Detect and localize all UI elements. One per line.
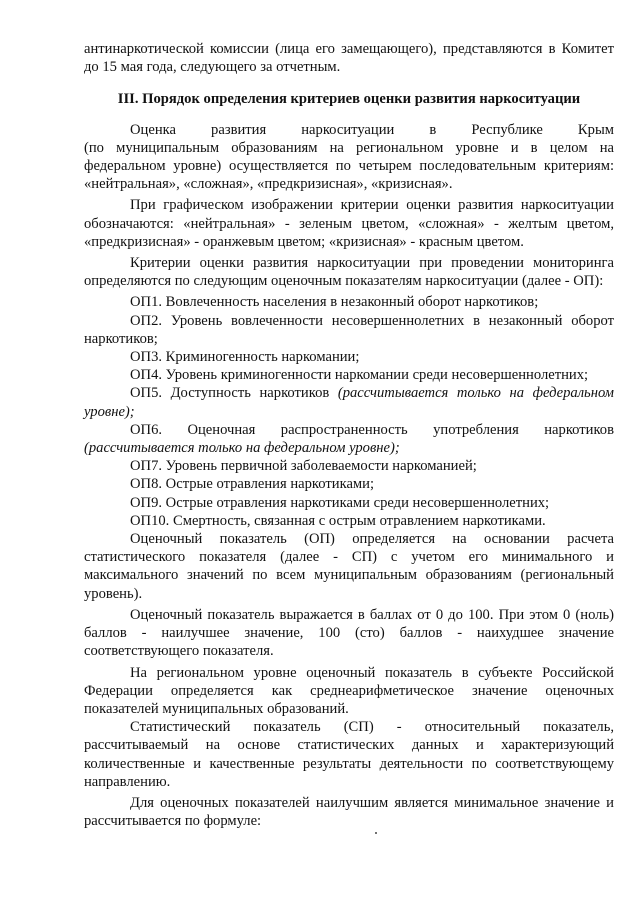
op-item-5 — [84, 384, 614, 420]
op-item-5-text: ОП5. Доступность наркотиков — [130, 385, 338, 402]
colors-paragraph: При графическом изображении критерии оценки развития наркоситуации обозначаются: «нейтральная» - зеленым цветом, «сложная» - желтым цветом, «предкризисная» - оранжевым цветом; «кризисная» - красным цветом. — [84, 197, 614, 250]
intro-paragraph: антинаркотической комиссии (лица его замещающего), представляются в Комитет до 15 мая года, следующего за отчетным. — [84, 41, 614, 76]
op-item-8: ОП8. Острые отравления наркотиками; — [130, 476, 375, 493]
op-item-6-text: ОП6. Оценочная распространенность употребления наркотиков — [130, 421, 614, 438]
regional-paragraph: На региональном уровне оценочный показатель в субъекте Российской Федерации определяется как среднеарифметическое значение оценочных показателей муниципальных образований. — [84, 664, 614, 717]
op-item-1: ОП1. Вовлеченность населения в незаконный оборот наркотиков; — [130, 294, 539, 311]
document-body — [84, 40, 614, 830]
section-heading: III. Порядок определения критериев оценки развития наркоситуации — [117, 91, 581, 108]
op-definition-paragraph: Оценочный показатель (ОП) определяется на основании расчета статистического показателя (далее - СП) с учетом его минимального и максимального значений по всем муниципальным образованиям (региональный уровень). — [84, 531, 614, 602]
monitoring-paragraph: Критерии оценки развития наркоситуации при проведении мониторинга определяются по следующим оценочным показателям наркоситуации (далее - ОП): — [84, 255, 614, 290]
criteria-paragraph-first-line: Оценка развития наркоситуации в Республике Крым — [130, 121, 614, 138]
op-item-6-note: (рассчитывается только на федеральном уровне); — [84, 440, 400, 457]
formula-intro-paragraph: Для оценочных показателей наилучшим является минимальное значение и рассчитывается по формуле: — [84, 794, 614, 830]
op-item-5-note: (рассчитывается только на федеральном уровне); — [84, 385, 614, 420]
score-paragraph: Оценочный показатель выражается в баллах от 0 до 100. При этом 0 (ноль) баллов - наилучшее значение, 100 (сто) баллов - наихудшее значение соответствующего показателя. — [84, 606, 614, 660]
op-item-4: ОП4. Уровень криминогенности наркомании среди несовершеннолетних; — [130, 367, 589, 384]
sp-definition-paragraph: Статистический показатель (СП) - относительный показатель, рассчитываемый на основе статистических данных и характеризующий количественные и качественные результаты деятельности по соответствующему направлению. — [84, 719, 614, 790]
op-item-10: ОП10. Смертность, связанная с острым отравлением наркотиками. — [130, 512, 546, 529]
scan-speck — [375, 832, 377, 834]
op-item-7: ОП7. Уровень первичной заболеваемости наркоманией; — [130, 458, 477, 475]
op-item-2: ОП2. Уровень вовлеченности несовершеннолетних в незаконный оборот наркотиков; — [84, 312, 614, 347]
criteria-paragraph-rest: (по муниципальным образованиям на региональном уровне и в целом на федеральном уровне) осуществляется по четырем последовательным критериям: «нейтральная», «сложная», «предкризисная», «кризисная». — [84, 139, 614, 193]
op-item-6 — [84, 421, 614, 457]
op-item-9: ОП9. Острые отравления наркотиками среди несовершеннолетних; — [130, 494, 550, 511]
op-item-3: ОП3. Криминогенность наркомании; — [130, 349, 360, 366]
